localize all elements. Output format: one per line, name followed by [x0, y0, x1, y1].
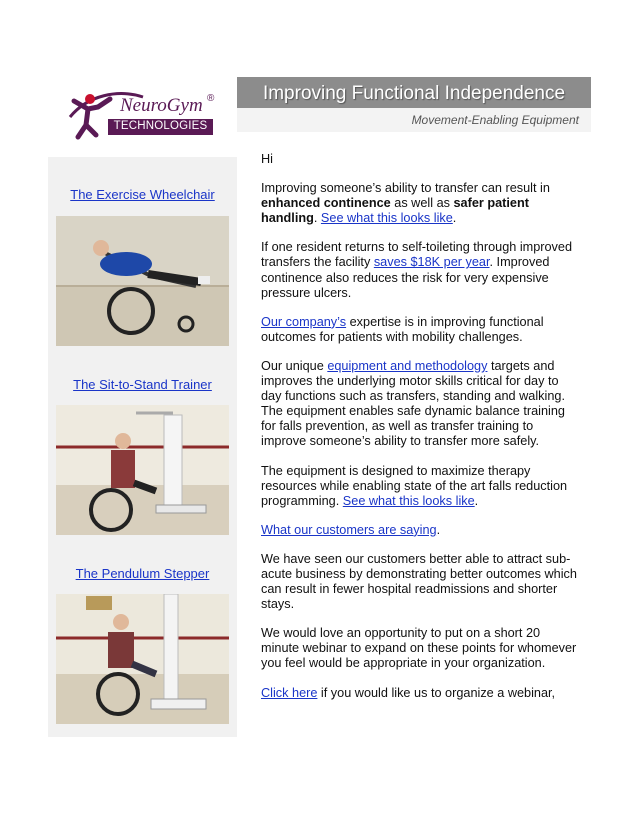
text: if you would like us to organize a webinar, [317, 685, 556, 700]
text: . [452, 211, 457, 226]
logo-name: NeuroGym [120, 95, 203, 116]
saves-link[interactable]: saves $18K per year [373, 255, 490, 270]
text: . [436, 522, 441, 537]
see-what-this-looks-like-link-2[interactable]: See what this looks like [342, 493, 475, 508]
sidebar-item-pendulum-stepper[interactable]: The Pendulum Stepper [75, 566, 210, 581]
customers-saying-link[interactable]: What our customers are saying [261, 522, 437, 537]
pendulum-stepper-photo [56, 594, 229, 724]
exercise-wheelchair-photo [56, 216, 229, 346]
sidebar [48, 77, 237, 737]
email-body [261, 152, 579, 715]
text-bold: enhanced continence [261, 196, 391, 211]
paragraph-therapy [261, 464, 579, 509]
text: targets and improves the underlying motor skills critical for day to day functions such as transfers, standing and walking. The equipment enables safe dynamic balance training for falls prevention, as well as transfer training to improve someone’s ability to transfer more safely. [261, 358, 565, 449]
sidebar-item-sit-to-stand-trainer[interactable]: The Sit-to-Stand Trainer [73, 377, 212, 392]
paragraph-company [261, 315, 579, 345]
paragraph-click-here [261, 686, 579, 701]
text: expertise is in improving functional outcomes for patients with mobility challenges. [261, 314, 544, 344]
page-title: Improving Functional Independence [262, 83, 566, 104]
paragraph-savings [261, 240, 579, 300]
greeting: Hi [261, 152, 273, 166]
text: Improving someone’s ability to transfer can result in [261, 181, 550, 196]
paragraph-customers [261, 523, 579, 538]
text: If one resident returns to self-toileting through improved transfers the facility [261, 240, 573, 270]
text: . Improved continence also reduces the risk for very expensive pressure ulcers. [261, 255, 550, 300]
logo-sub: TECHNOLOGIES [113, 120, 208, 132]
our-company-link[interactable]: Our company’s [261, 314, 347, 329]
sidebar-item-exercise-wheelchair[interactable]: The Exercise Wheelchair [70, 187, 215, 202]
text: . [313, 211, 321, 226]
paragraph-equipment [261, 359, 579, 450]
page-subtitle: Movement-Enabling Equipment [411, 113, 579, 127]
paragraph-transfer [261, 181, 579, 226]
logo-registered: ® [207, 93, 215, 104]
paragraph-webinar: We would love an opportunity to put on a short 20 minute webinar to expand on these points for whomever you feel would be appropriate in your organization. [261, 626, 577, 671]
text-bold: safer patient handling [261, 196, 529, 226]
paragraph-outcomes: We have seen our customers better able to attract sub-acute business by demonstrating better outcomes which can result in fewer hospital readmissions and shorter stays. [261, 551, 577, 612]
see-what-this-looks-like-link[interactable]: See what this looks like [320, 211, 453, 226]
text: The equipment is designed to maximize therapy resources while enabling state of the art falls reduction programming. [261, 463, 568, 508]
logo[interactable] [48, 77, 237, 157]
equipment-methodology-link[interactable]: equipment and methodology [327, 358, 488, 373]
text: . [474, 493, 479, 508]
click-here-link[interactable]: Click here [261, 685, 318, 700]
text: as well as [390, 196, 454, 211]
sit-to-stand-trainer-photo [56, 405, 229, 535]
text: Our unique [261, 358, 328, 373]
logo-figure-icon [48, 77, 237, 157]
